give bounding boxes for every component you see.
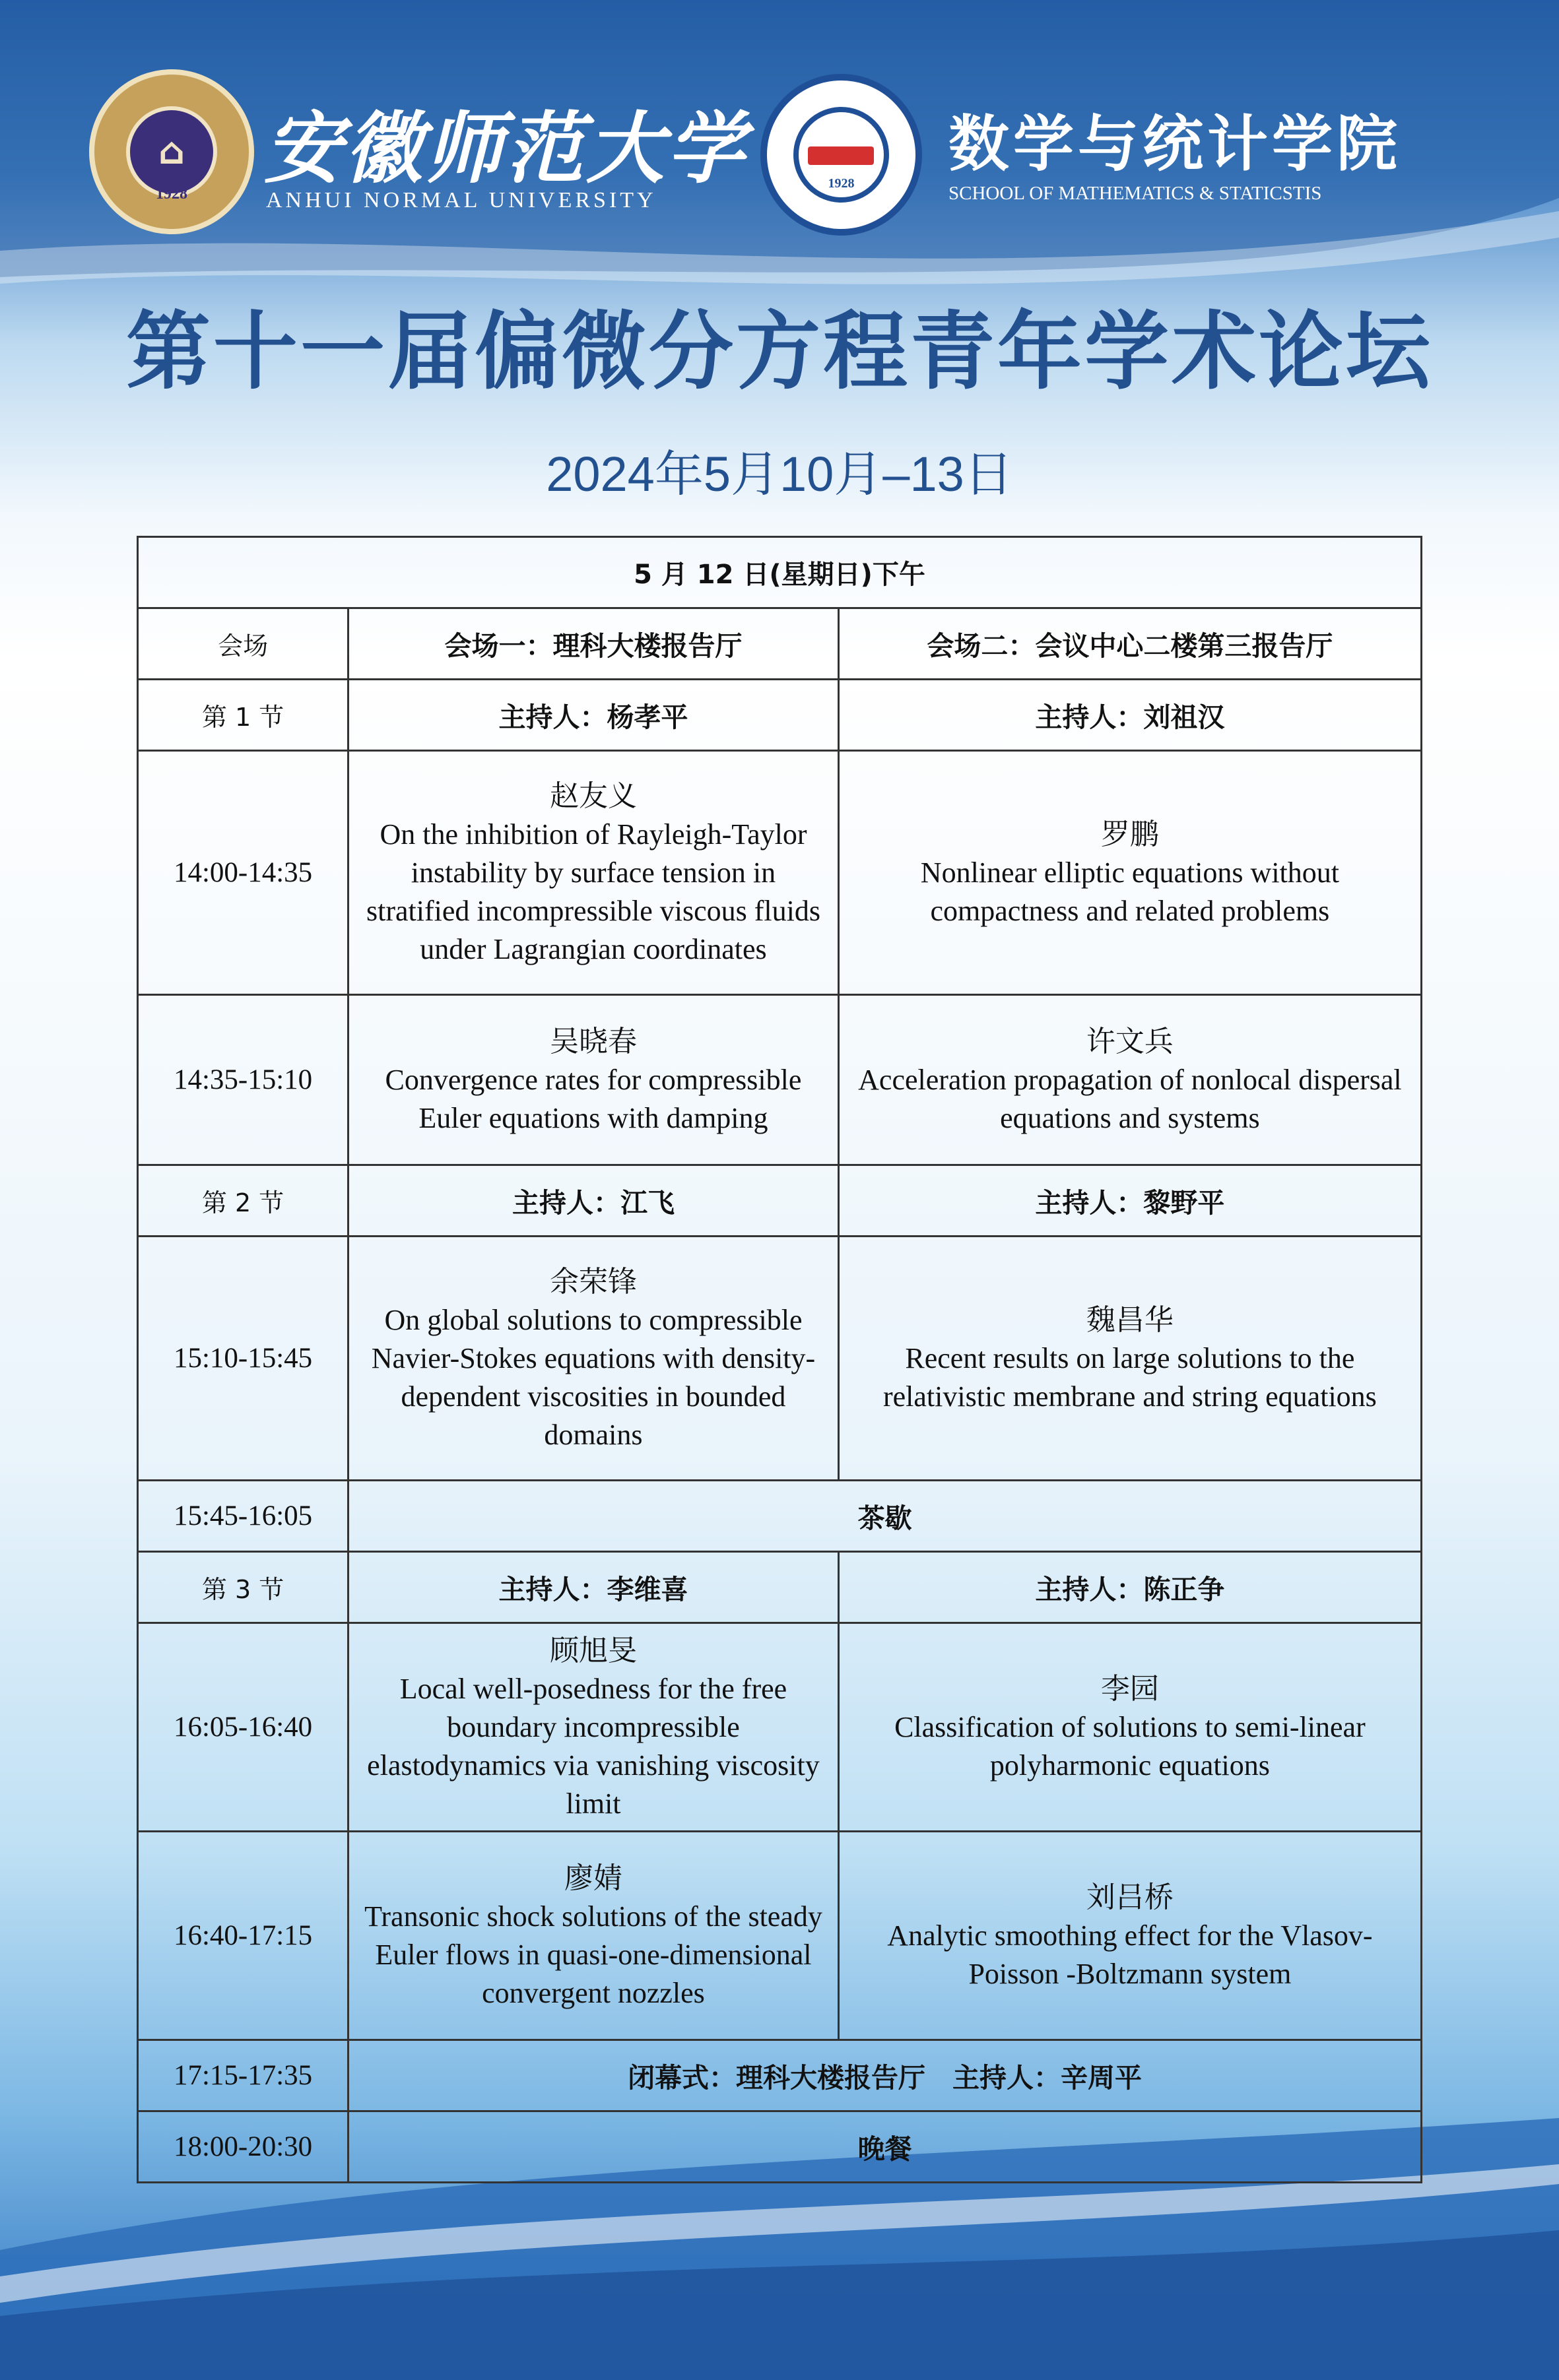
talk-title: Recent results on large solutions to the relativistic membrane and string equations	[883, 1341, 1377, 1413]
talk-title: Transonic shock solutions of the steady Euler flows in quasi-one-dimensional convergent nozzles	[364, 1900, 822, 2009]
speaker-name: 刘吕桥	[1086, 1880, 1174, 1914]
school-logo	[760, 74, 922, 236]
talk-title: Acceleration propagation of nonlocal dispersal equations and systems	[858, 1063, 1402, 1134]
school-name-en: SCHOOL OF MATHEMATICS & STATICSTIS	[948, 183, 1322, 204]
session-1-label: 第 1 节	[138, 680, 348, 751]
slot-time: 14:00-14:35	[138, 751, 348, 995]
closing-ceremony: 闭幕式：理科大楼报告厅 主持人：辛周平	[348, 2040, 1422, 2111]
talk-title: On global solutions to compressible Navier-Stokes equations with density-dependent viscosities in bounded domains	[371, 1303, 816, 1451]
speaker-name: 魏昌华	[1086, 1303, 1174, 1337]
table-row	[138, 1623, 1422, 1832]
venue-2: 会场二：会议中心二楼第三报告厅	[838, 608, 1421, 680]
table-row	[138, 995, 1422, 1165]
session-3-chair-venue-1: 主持人：李维喜	[348, 1552, 839, 1623]
speaker-name: 许文兵	[1086, 1024, 1174, 1058]
session-1-chair-venue-1: 主持人：杨孝平	[348, 680, 839, 751]
session-3-label: 第 3 节	[138, 1552, 348, 1623]
speaker-name: 余荣锋	[549, 1264, 637, 1299]
venue-1: 会场一：理科大楼报告厅	[348, 608, 839, 680]
schedule-table	[137, 536, 1422, 2183]
venue-label: 会场	[138, 608, 348, 680]
session-1-chair-venue-2: 主持人：刘祖汉	[838, 680, 1421, 751]
speaker-name: 顾旭旻	[549, 1633, 637, 1667]
talk-title: Convergence rates for compressible Euler equations with damping	[385, 1063, 802, 1134]
talk-title: Classification of solutions to semi-linear polyharmonic equations	[894, 1710, 1366, 1782]
university-name-en: ANHUI NORMAL UNIVERSITY	[266, 188, 657, 212]
break-time: 15:45-16:05	[138, 1481, 348, 1552]
dinner-time: 18:00-20:30	[138, 2111, 348, 2183]
slot-time: 14:35-15:10	[138, 995, 348, 1165]
closing-time: 17:15-17:35	[138, 2040, 348, 2111]
slot-time: 16:05-16:40	[138, 1623, 348, 1832]
speaker-name: 廖婧	[564, 1861, 622, 1895]
day-header: 5 月 12 日(星期日)下午	[138, 537, 1422, 608]
speaker-name: 罗鹏	[1100, 817, 1159, 851]
dinner: 晚餐	[348, 2111, 1422, 2183]
university-name-cn: 安徽师范大学	[264, 102, 748, 194]
university-logo-year: 1928	[156, 185, 187, 203]
forum-title: 第十一届偏微分方程青年学术论坛	[125, 303, 1433, 401]
table-row	[138, 751, 1422, 995]
session-2-chair-venue-1: 主持人：江飞	[348, 1165, 839, 1237]
talk-title: On the inhibition of Rayleigh-Taylor instability by surface tension in stratified incompressible viscous fluids under Lagrangian coordinates	[366, 818, 820, 965]
table-row	[138, 1832, 1422, 2040]
talk-title: Nonlinear elliptic equations without compactness and related problems	[920, 856, 1339, 927]
speaker-name: 赵友义	[549, 779, 637, 813]
session-2-label: 第 2 节	[138, 1165, 348, 1237]
table-row	[138, 1237, 1422, 1481]
slot-time: 16:40-17:15	[138, 1832, 348, 2040]
session-3-chair-venue-2: 主持人：陈正争	[838, 1552, 1421, 1623]
tea-break: 茶歇	[348, 1481, 1422, 1552]
page-header	[0, 0, 1559, 277]
school-logo-year: 1928	[828, 176, 855, 191]
school-name-cn: 数学与统计学院	[948, 109, 1402, 179]
speaker-name: 李园	[1100, 1671, 1159, 1706]
forum-date: 2024年5月10月–13日	[546, 447, 1013, 501]
speaker-name: 吴晓春	[549, 1024, 637, 1058]
slot-time: 15:10-15:45	[138, 1237, 348, 1481]
anhui-normal-university-logo: ⌂ 1928	[89, 69, 254, 234]
talk-title: Local well-posedness for the free boundary incompressible elastodynamics via vanishing viscosity limit	[367, 1672, 820, 1820]
talk-title: Analytic smoothing effect for the Vlasov-Poisson -Boltzmann system	[887, 1919, 1373, 1990]
session-2-chair-venue-2: 主持人：黎野平	[838, 1165, 1421, 1237]
